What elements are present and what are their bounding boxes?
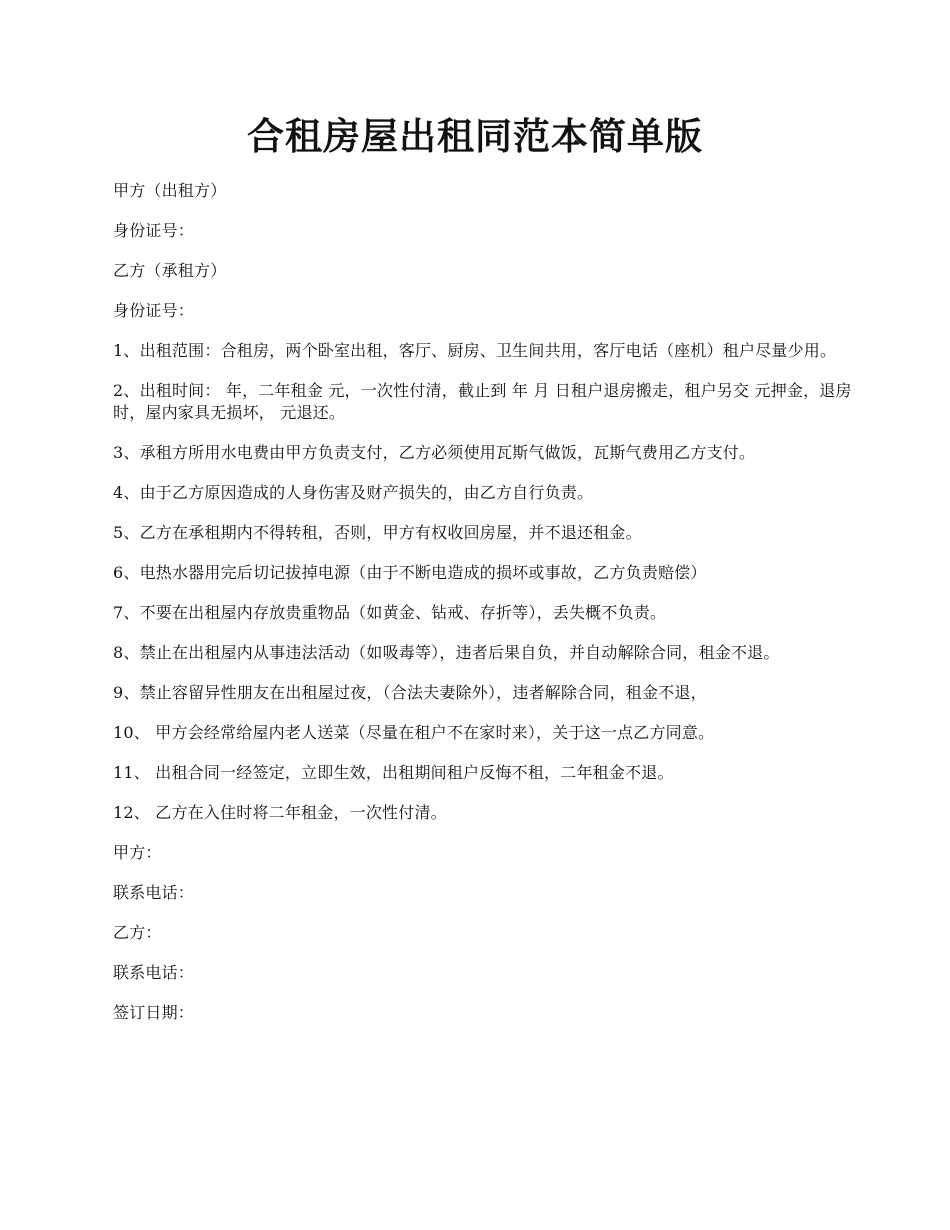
party-a-label: 甲方（出租方）	[113, 181, 227, 200]
signature-party-a-phone: 联系电话：	[113, 883, 195, 902]
signature-party-b: 乙方：	[113, 923, 162, 942]
party-b-id-number: 身份证号：	[113, 301, 195, 320]
signature-party-a: 甲方：	[113, 843, 162, 862]
clause-12: 12、 乙方在入住时将二年租金，一次性付清。	[113, 803, 447, 822]
clause-7: 7、不要在出租屋内存放贵重物品（如黄金、钻戒、存折等），丢失概不负责。	[113, 603, 667, 622]
clause-4: 4、由于乙方原因造成的人身伤害及财产损失的，由乙方自行负责。	[113, 483, 594, 502]
party-a-id-number: 身份证号：	[113, 221, 195, 240]
clause-5: 5、乙方在承租期内不得转租，否则，甲方有权收回房屋，并不退还租金。	[113, 523, 642, 542]
clause-1: 1、出租范围：合租房，两个卧室出租，客厅、厨房、卫生间共用，客厅电话（座机）租户尽量少用。	[113, 341, 837, 360]
document-body	[113, 180, 853, 1042]
clause-10: 10、 甲方会经常给屋内老人送菜（尽量在租户不在家时来），关于这一点乙方同意。	[113, 723, 715, 742]
clause-9: 9、禁止容留异性朋友在出租屋过夜，（合法夫妻除外），违者解除合同，租金不退，	[113, 683, 707, 702]
signing-date: 签订日期：	[113, 1003, 195, 1022]
clause-8: 8、禁止在出租屋内从事违法活动（如吸毒等），违者后果自负，并自动解除合同，租金不退。	[113, 643, 780, 662]
signature-party-b-phone: 联系电话：	[113, 963, 195, 982]
clause-6: 6、电热水器用完后切记拔掉电源（由于不断电造成的损坏或事故，乙方负责赔偿）	[113, 563, 707, 582]
party-b-label: 乙方（承租方）	[113, 261, 227, 280]
document-title: 合租房屋出租同范本简单版	[247, 114, 703, 158]
clause-11: 11、 出租合同一经签定，立即生效，出租期间租户反悔不租，二年租金不退。	[113, 763, 674, 782]
clause-3: 3、承租方所用水电费由甲方负责支付，乙方必须使用瓦斯气做饭，瓦斯气费用乙方支付。	[113, 443, 756, 462]
clause-2: 2、出租时间： 年，二年租金 元，一次性付清，截止到 年 月 日租户退房搬走，租户另交 元押金，退房时，屋内家具无损坏， 元退还。	[113, 381, 852, 422]
